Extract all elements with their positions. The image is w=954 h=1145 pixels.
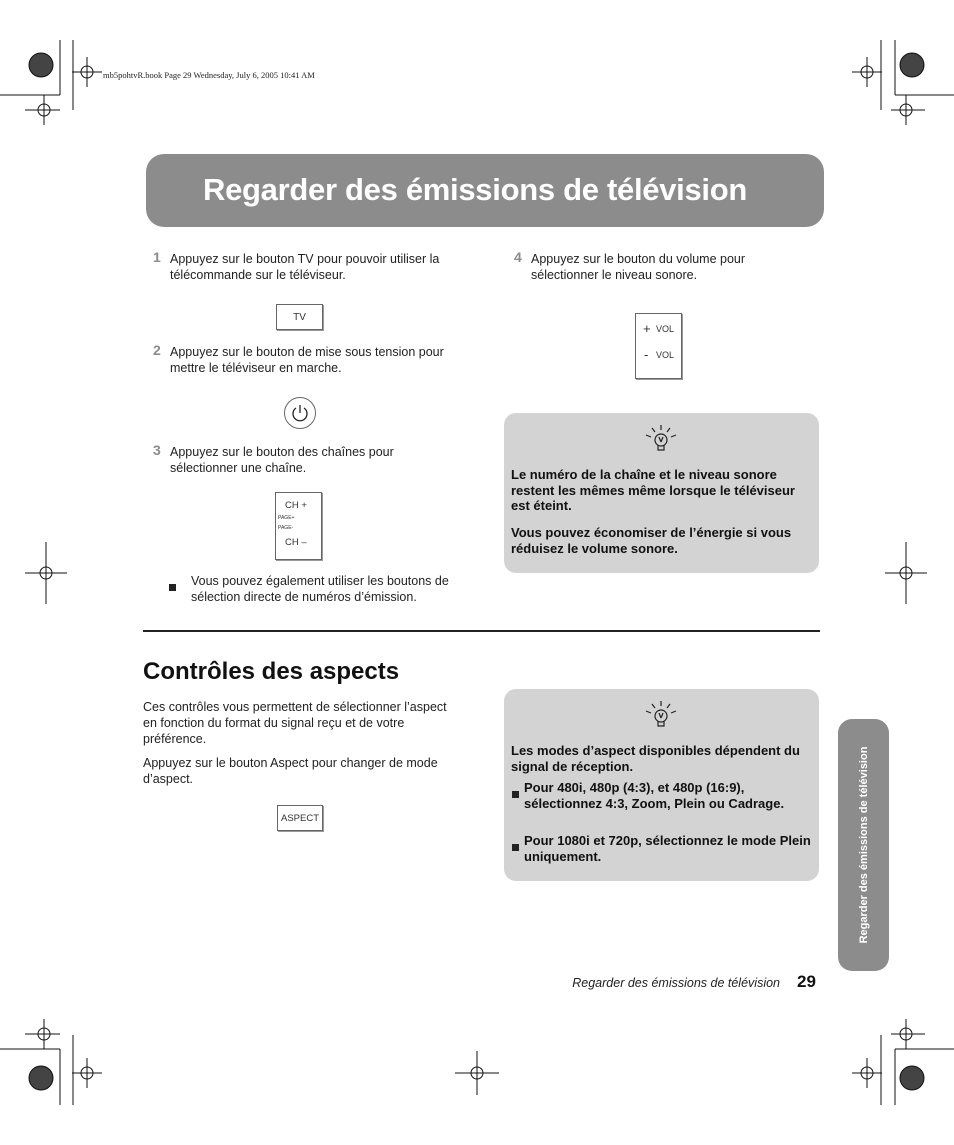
vol-up-label: VOL: [656, 324, 675, 334]
lightbulb-icon: [644, 699, 678, 731]
bullet-square: [512, 785, 519, 803]
channel-button[interactable]: [275, 492, 322, 560]
power-icon: [285, 398, 315, 428]
bullet-square: [512, 838, 519, 856]
aspect-button[interactable]: [277, 805, 323, 831]
tip-bullet-2: Pour 1080i et 720p, sélectionnez le mode Plein uniquement.: [524, 833, 811, 864]
section-title: Contrôles des aspects: [143, 658, 400, 685]
aspect-button-label: ASPECT: [280, 812, 319, 824]
step-text: Appuyez sur le bouton du volume pour sélectionner le niveau sonore.: [531, 252, 746, 282]
tip-box-aspect: [504, 689, 819, 881]
section-divider: [143, 630, 820, 632]
bullet-square: [169, 578, 176, 596]
bullet-note: Vous pouvez également utiliser les boutons de sélection directe de numéros d’émission.: [191, 574, 449, 604]
step-4: [514, 249, 811, 283]
tv-button[interactable]: [276, 304, 323, 330]
step-text: Appuyez sur le bouton TV pour pouvoir utiliser la télécommande sur le téléviseur.: [170, 252, 440, 282]
step-number: 4: [514, 249, 522, 265]
title-banner: [146, 154, 824, 227]
ch-up-label: CH +: [285, 500, 307, 511]
step-1: [153, 249, 460, 283]
lightbulb-icon: [644, 423, 678, 455]
step-3: [153, 442, 460, 476]
side-tab-label: Regarder des émissions de télévision: [857, 746, 870, 944]
tip-bullet-1: Pour 480i, 480p (4:3), et 480p (16:9), sélectionnez 4:3, Zoom, Plein ou Cadrage.: [524, 780, 785, 811]
tv-button-label: TV: [293, 311, 306, 323]
step-number: 2: [153, 342, 161, 358]
power-button[interactable]: [284, 397, 316, 429]
footer-text: Regarder des émissions de télévision: [572, 976, 780, 990]
vol-down-label: VOL: [656, 350, 675, 360]
volume-button[interactable]: [635, 313, 682, 379]
page-down-label: PAGE-: [278, 525, 294, 531]
step-text: Appuyez sur le bouton de mise sous tension pour mettre le téléviseur en marche.: [170, 345, 444, 375]
step-text: Appuyez sur le bouton des chaînes pour sélectionner une chaîne.: [170, 445, 394, 475]
vol-up-sign: +: [643, 321, 651, 336]
page-number: 29: [797, 972, 816, 991]
section-paragraph-1: Ces contrôles vous permettent de sélectionner l’aspect en fonction du format du signal reçu et de votre préférence.: [143, 700, 447, 746]
tip-text-2: Vous pouvez économiser de l’énergie si vous réduisez le volume sonore.: [511, 525, 792, 556]
tip-intro: Les modes d’aspect disponibles dépendent du signal de réception.: [511, 743, 800, 774]
ch-down-label: CH –: [285, 537, 307, 548]
tip-box-energy: [504, 413, 819, 573]
step-number: 1: [153, 249, 161, 265]
side-tab: [838, 719, 889, 971]
page-title: Regarder des émissions de télévision: [203, 172, 747, 207]
step-number: 3: [153, 442, 161, 458]
step-2: [153, 342, 460, 376]
print-header: mb5pohtvR.book Page 29 Wednesday, July 6, 2005 10:41 AM: [103, 70, 315, 80]
page-up-label: PAGE+: [278, 515, 295, 521]
tip-text-1: Le numéro de la chaîne et le niveau sonore restent les mêmes même lorsque le téléviseur est éteint.: [511, 467, 795, 513]
vol-down-sign: -: [644, 347, 649, 362]
section-paragraph-2: Appuyez sur le bouton Aspect pour changer de mode d’aspect.: [143, 756, 438, 786]
